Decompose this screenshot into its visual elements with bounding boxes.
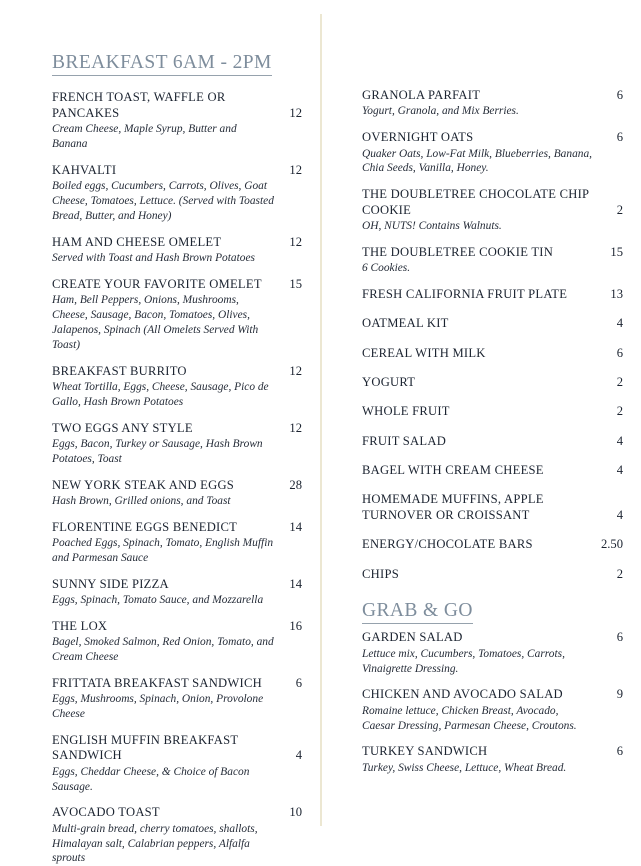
- menu-item-row: [362, 434, 623, 449]
- menu-item: [362, 404, 623, 419]
- menu-item-row: [52, 676, 302, 691]
- menu-item: [52, 235, 302, 266]
- breakfast-section-heading: BREAKFAST 6AM - 2PM: [52, 52, 272, 76]
- menu-item-price: 12: [289, 162, 302, 177]
- menu-item-name: YOGURT: [362, 375, 416, 390]
- menu-item: [362, 316, 623, 331]
- menu-item-name: THE DOUBLETREE COOKIE TIN: [362, 244, 554, 259]
- menu-item-row: [362, 316, 623, 331]
- menu-item-description: Eggs, Cheddar Cheese, & Choice of Bacon Sausage.: [52, 765, 250, 793]
- menu-item-name: CHICKEN AND AVOCADO SALAD: [362, 687, 563, 702]
- menu-item-name: SUNNY SIDE PIZZA: [52, 576, 169, 591]
- menu-item-name: THE DOUBLETREE CHOCOLATE CHIP COOKIE: [362, 187, 589, 217]
- menu-item-description: Boiled eggs, Cucumbers, Carrots, Olives, Goat Cheese, Tomatoes, Lettuce. (Served with Toasted Bread, Butter, and Honey): [52, 180, 274, 222]
- menu-item-price: 4: [616, 463, 623, 478]
- menu-item-name: THE LOX: [52, 618, 108, 633]
- menu-item: [362, 187, 623, 234]
- menu-item-description: Wheat Tortilla, Eggs, Cheese, Sausage, Pico de Gallo, Hash Brown Potatoes: [52, 380, 269, 408]
- menu-item-row: [52, 478, 302, 493]
- menu-item-price: 14: [289, 576, 302, 591]
- menu-item: [52, 277, 302, 353]
- menu-item-description: Poached Eggs, Spinach, Tomato, English Muffin and Parmesan Sauce: [52, 537, 274, 564]
- breakfast-item-list: [52, 90, 302, 866]
- menu-item-price: 6: [616, 345, 623, 360]
- menu-item-name: FRESH CALIFORNIA FRUIT PLATE: [362, 286, 568, 301]
- menu-item-description: Hash Brown, Grilled onions, and Toast: [52, 494, 231, 507]
- menu-item-name: OATMEAL KIT: [362, 316, 449, 331]
- menu-item-row: [362, 463, 623, 478]
- menu-item-name: FRITTATA BREAKFAST SANDWICH: [52, 675, 262, 690]
- menu-item-price: 15: [289, 276, 302, 291]
- menu-item-row: [52, 733, 302, 764]
- grab-and-go-item-list: [362, 630, 623, 775]
- menu-item: [362, 130, 623, 176]
- menu-item: [362, 375, 623, 390]
- menu-item-price: 13: [610, 286, 623, 301]
- menu-item-name: ENGLISH MUFFIN BREAKFAST SANDWICH: [52, 732, 239, 763]
- menu-item: [362, 88, 623, 119]
- menu-item-row: [362, 187, 623, 218]
- menu-item: [52, 619, 302, 665]
- menu-item-row: [362, 88, 623, 103]
- menu-item-description: Quaker Oats, Low-Fat Milk, Blueberries, Banana, Chia Seeds, Vanilla, Honey.: [362, 147, 592, 175]
- menu-item: [52, 733, 302, 794]
- menu-item: [362, 687, 623, 733]
- menu-item: [52, 421, 302, 467]
- menu-item-row: [362, 744, 623, 759]
- menu-item-name: ENERGY/CHOCOLATE BARS: [362, 537, 533, 552]
- menu-item-description: Yogurt, Granola, and Mix Berries.: [362, 105, 519, 118]
- menu-item-row: [362, 630, 623, 645]
- menu-item-price: 2: [616, 566, 623, 581]
- menu-item-name: CREATE YOUR FAVORITE OMELET: [52, 276, 262, 291]
- menu-item: [362, 744, 623, 775]
- menu-item: [362, 434, 623, 449]
- menu-item-price: 2: [616, 202, 623, 217]
- menu-item-row: [52, 163, 302, 178]
- menu-item-row: [52, 520, 302, 535]
- menu-item-description: OH, NUTS! Contains Walnuts.: [362, 219, 502, 232]
- menu-item: [52, 805, 302, 866]
- menu-item-price: 10: [289, 805, 302, 820]
- menu-item-description: Turkey, Swiss Cheese, Lettuce, Wheat Bread.: [362, 761, 567, 774]
- menu-item-row: [362, 567, 623, 582]
- grab-and-go-column: [320, 0, 641, 838]
- menu-item-description: Eggs, Spinach, Tomato Sauce, and Mozzarella: [52, 594, 264, 607]
- menu-item: [362, 630, 623, 676]
- menu-item-price: 15: [610, 244, 623, 259]
- menu-item-description: Ham, Bell Peppers, Onions, Mushrooms, Cheese, Sausage, Bacon, Tomatoes, Olives, Jalapenos, Spinach (All Omelets Served With Toast): [52, 294, 259, 351]
- menu-item-price: 12: [289, 105, 302, 120]
- menu-item-row: [52, 90, 302, 121]
- menu-item: [362, 245, 623, 276]
- menu-item: [362, 567, 623, 582]
- menu-item-description: Multi-grain bread, cherry tomatoes, shallots, Himalayan salt, Calabrian peppers, Alfalfa sprouts: [52, 822, 258, 865]
- menu-item-price: 4: [616, 507, 623, 522]
- breakfast-column: [0, 0, 320, 865]
- menu-item-description: Lettuce mix, Cucumbers, Tomatoes, Carrots, Vinaigrette Dressing.: [362, 647, 565, 675]
- menu-item-name: NEW YORK STEAK AND EGGS: [52, 477, 235, 492]
- menu-item-row: [362, 375, 623, 390]
- menu-item-name: BREAKFAST BURRITO: [52, 363, 187, 378]
- grab-and-go-section-heading: GRAB & GO: [362, 600, 473, 624]
- menu-item: [362, 287, 623, 302]
- menu-item-price: 14: [289, 519, 302, 534]
- menu-item-name: TWO EGGS ANY STYLE: [52, 420, 193, 435]
- menu-item: [362, 537, 623, 552]
- menu-item-row: [362, 245, 623, 260]
- menu-item-row: [52, 805, 302, 820]
- menu-item-price: 6: [616, 630, 623, 645]
- menu-item-description: Bagel, Smoked Salmon, Red Onion, Tomato, and Cream Cheese: [52, 636, 274, 664]
- menu-item-name: FLORENTINE EGGS BENEDICT: [52, 519, 238, 534]
- menu-item-name: TURKEY SANDWICH: [362, 744, 488, 759]
- right-item-list: [362, 88, 623, 582]
- menu-item-name: WHOLE FRUIT: [362, 404, 450, 419]
- menu-item-row: [52, 235, 302, 250]
- menu-item: [52, 163, 302, 224]
- menu-item-price: 28: [289, 477, 302, 492]
- menu-item-name: GRANOLA PARFAIT: [362, 88, 481, 102]
- menu-item-name: FRENCH TOAST, WAFFLE OR PANCAKES: [52, 90, 226, 120]
- menu-item-name: AVOCADO TOAST: [52, 805, 160, 820]
- menu-item: [52, 364, 302, 410]
- menu-item-description: 6 Cookies.: [362, 262, 411, 275]
- menu-item-row: [362, 492, 623, 523]
- menu-item-price: 4: [616, 433, 623, 448]
- menu-item-price: 2: [616, 404, 623, 419]
- menu-item-description: Served with Toast and Hash Brown Potatoes: [52, 252, 255, 264]
- menu-item-price: 12: [289, 234, 302, 249]
- menu-item-name: GARDEN SALAD: [362, 630, 463, 645]
- menu-item-price: 4: [295, 748, 302, 763]
- menu-item: [52, 676, 302, 722]
- menu-item-price: 16: [289, 618, 302, 633]
- menu-item-row: [362, 537, 623, 552]
- menu-item-name: HAM AND CHEESE OMELET: [52, 234, 222, 249]
- menu-item-name: BAGEL WITH CREAM CHEESE: [362, 463, 544, 478]
- menu-item-price: 2: [616, 375, 623, 390]
- menu-item-name: OVERNIGHT OATS: [362, 130, 474, 145]
- menu-item-name: CHIPS: [362, 566, 399, 581]
- menu-item-price: 4: [616, 316, 623, 331]
- menu-item-row: [52, 364, 302, 379]
- menu-item-row: [362, 287, 623, 302]
- menu-item-price: 6: [616, 130, 623, 145]
- menu-item-row: [362, 130, 623, 145]
- menu-item-price: 2.50: [600, 537, 623, 552]
- menu-item-row: [52, 421, 302, 436]
- menu-item: [52, 478, 302, 509]
- menu-item-name: FRUIT SALAD: [362, 433, 447, 448]
- menu-item: [362, 346, 623, 361]
- menu-item: [52, 520, 302, 566]
- menu-item-description: Eggs, Mushrooms, Spinach, Onion, Provolone Cheese: [52, 693, 264, 721]
- menu-item-description: Eggs, Bacon, Turkey or Sausage, Hash Brown Potatoes, Toast: [52, 437, 263, 465]
- menu-item-row: [362, 346, 623, 361]
- menu-item-description: Romaine lettuce, Chicken Breast, Avocado, Caesar Dressing, Parmesan Cheese, Croutons.: [362, 704, 577, 732]
- menu-item-name: KAHVALTI: [52, 162, 117, 177]
- menu-item-price: 9: [616, 687, 623, 702]
- menu-item-row: [52, 619, 302, 634]
- column-divider: [320, 14, 322, 826]
- menu-item-description: Cream Cheese, Maple Syrup, Butter and Banana: [52, 123, 237, 150]
- menu-item-price: 6: [616, 744, 623, 759]
- menu-item-name: CEREAL WITH MILK: [362, 345, 486, 360]
- menu-item-row: [52, 577, 302, 592]
- menu-item-row: [362, 404, 623, 419]
- menu-item: [362, 492, 623, 523]
- menu-item-row: [52, 277, 302, 292]
- menu-item-price: 12: [289, 420, 302, 435]
- menu-item-name: HOMEMADE MUFFINS, APPLE TURNOVER OR CROISSANT: [362, 492, 544, 522]
- menu-item-price: 6: [616, 88, 623, 102]
- menu-item-price: 6: [295, 675, 302, 690]
- menu-item-price: 12: [289, 363, 302, 378]
- menu-item: [52, 577, 302, 608]
- menu-item-row: [362, 687, 623, 702]
- menu-item: [362, 463, 623, 478]
- menu-item: [52, 90, 302, 151]
